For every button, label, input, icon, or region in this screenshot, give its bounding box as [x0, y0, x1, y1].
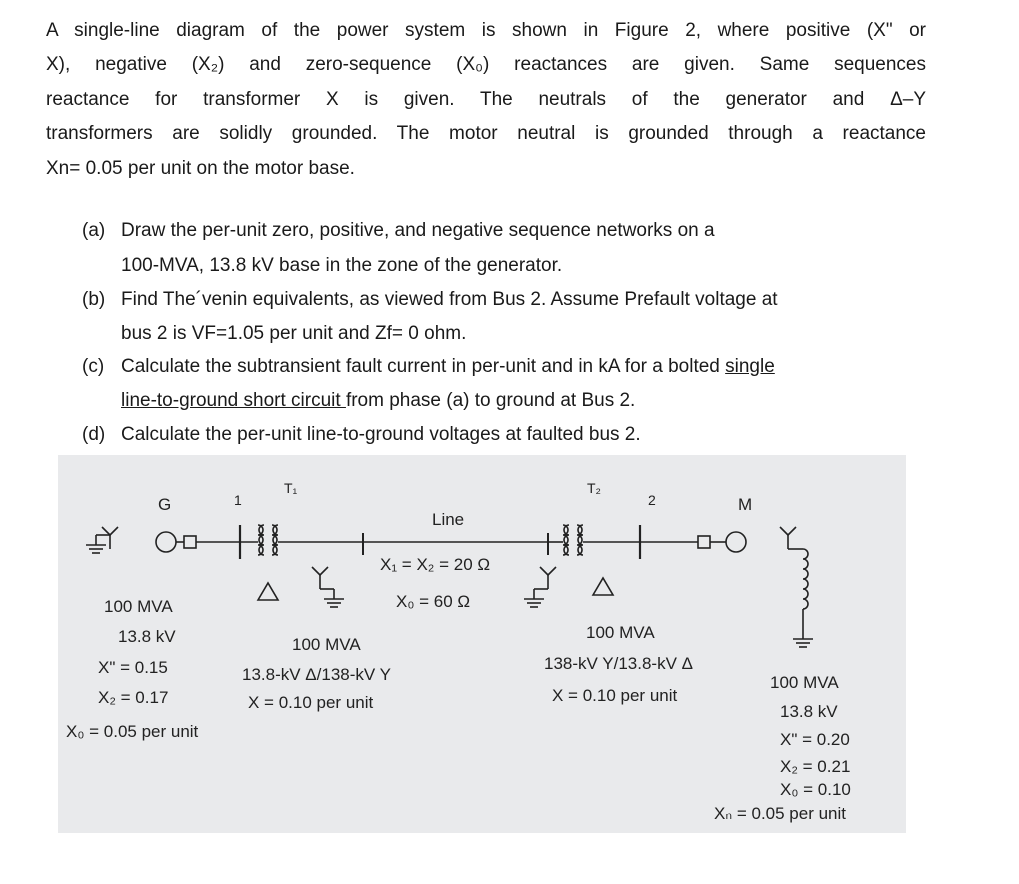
line-x0: X₀ = 60 Ω — [396, 592, 471, 611]
part-c-text — [121, 350, 775, 384]
line-x12: X₁ = X₂ = 20 Ω — [380, 555, 491, 574]
generator-x2: X₂ = 0.17 — [98, 688, 169, 707]
generator-x0: X₀ = 0.05 per unit — [66, 722, 199, 741]
t1-wye-icon — [312, 567, 344, 607]
t2-wye-icon — [524, 567, 556, 607]
part-c-text-plain: Calculate the subtransient fault current in per-unit and in kA for a bolted — [121, 356, 726, 377]
motor-name: M — [738, 495, 753, 514]
generator-x-sub: X" = 0.15 — [98, 658, 168, 677]
motor-breaker — [698, 536, 710, 548]
single-line-diagram — [58, 455, 906, 833]
t1-transformer-icon — [258, 525, 278, 555]
t1-name: T₁ — [284, 480, 298, 496]
bus-1-label: 1 — [234, 492, 242, 508]
motor-neutral-reactor-icon — [803, 549, 808, 609]
part-c-text-cont — [121, 384, 635, 418]
t2-x: X = 0.10 per unit — [552, 686, 678, 705]
generator-breaker — [184, 536, 196, 548]
intro-line: Xn= 0.05 per unit on the motor base. — [46, 157, 355, 179]
intro-line: transformers are solidly grounded. The motor neutral is grounded through a reactance — [46, 123, 926, 145]
part-a-text-cont: 100-MVA, 13.8 kV base in the zone of the generator. — [121, 255, 563, 276]
t2-name: T₂ — [587, 480, 601, 496]
part-a-text: Draw the per-unit zero, positive, and negative sequence networks on a — [121, 220, 715, 241]
t2-delta-icon — [593, 578, 613, 595]
generator-ground-icon — [86, 535, 110, 553]
t2-mva: 100 MVA — [586, 623, 655, 642]
part-d-text: Calculate the per-unit line-to-ground voltages at faulted bus 2. — [121, 424, 641, 445]
generator-mva: 100 MVA — [104, 597, 173, 616]
bus-2-label: 2 — [648, 492, 656, 508]
part-b-text: Find The´venin equivalents, as viewed from Bus 2. Assume Prefault voltage at — [121, 289, 778, 310]
part-b-text-cont: bus 2 is VF=1.05 per unit and Zf= 0 ohm. — [121, 323, 467, 344]
intro-line: A single-line diagram of the power system is shown in Figure 2, where positive (X" or — [46, 20, 926, 41]
part-a-label: (a) — [82, 220, 106, 241]
t1-delta-icon — [258, 583, 278, 600]
part-d-label: (d) — [82, 424, 106, 445]
generator-name: G — [158, 495, 172, 514]
diagram-svg — [58, 455, 906, 833]
line-name: Line — [432, 510, 465, 529]
motor-kv: 13.8 kV — [780, 702, 838, 721]
t1-mva: 100 MVA — [292, 635, 361, 654]
generator-kv: 13.8 kV — [118, 627, 176, 646]
intro-line: X), negative (X₂) and zero-sequence (X₀) reactances are given. Same sequences — [46, 54, 926, 76]
motor-symbol — [726, 532, 746, 552]
motor-wye-icon — [780, 527, 803, 549]
motor-ground-icon — [793, 609, 813, 647]
motor-xn: Xₙ = 0.05 per unit — [714, 804, 846, 823]
motor-x2: X₂ = 0.21 — [780, 757, 851, 776]
t1-rating: 13.8-kV Δ/138-kV Y — [242, 665, 392, 684]
motor-x-sub: X" = 0.20 — [780, 730, 850, 749]
part-c-label: (c) — [82, 356, 105, 377]
part-c-plain: from phase (a) to ground at Bus 2. — [345, 390, 636, 411]
motor-x0: X₀ = 0.10 — [780, 780, 851, 799]
part-b-label: (b) — [82, 289, 106, 310]
intro-line: reactance for transformer X is given. The neutrals of the generator and Δ–Y — [46, 88, 926, 110]
t1-x: X = 0.10 per unit — [248, 693, 374, 712]
t2-transformer-icon — [563, 525, 583, 555]
t2-rating: 138-kV Y/13.8-kV Δ — [544, 654, 694, 673]
part-c-underlined: line-to-ground short circuit — [121, 390, 346, 411]
generator-symbol — [156, 532, 176, 552]
motor-mva: 100 MVA — [770, 673, 839, 692]
part-c-text-underlined: single — [725, 356, 775, 377]
